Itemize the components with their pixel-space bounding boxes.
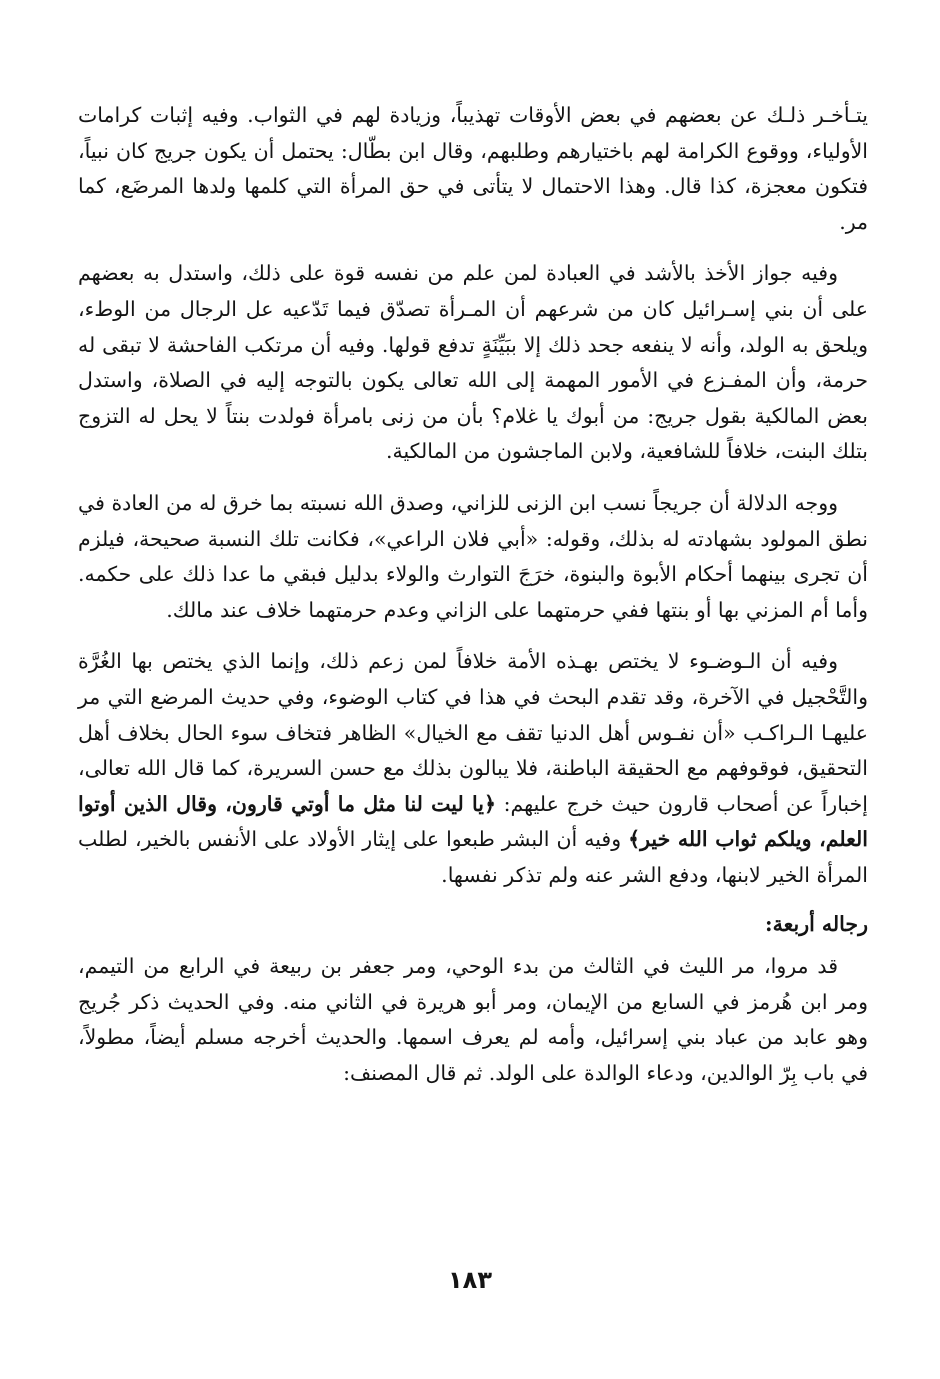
paragraph-3: ووجه الدلالة أن جريجاً نسب ابن الزنى للزاني، وصدق الله نسبته بما خرق له من العادة في نطق المولود بشهادته له بذلك، وقوله: «أبي فلان الراعي»، فكانت تلك النسبة صحيحة، فيلزم أن تجرى بينهما أحكام الأبوة والبنوة، خرَجَ التوارث والولاء بدليل فبقي ما عدا ذلك على حكمه. وأما أم المزني بها أو بنتها ففي حرمتهما على الزاني وعدم حرمتهما خلاف عند مالك. [78,490,868,622]
paragraph-1: يتـأخـر ذلـك عن بعضهم في بعض الأوقات تهذيباً، وزيادة لهم في الثواب. وفيه إثبات كرامات الأولياء، ووقوع الكرامة لهم باختيارهم وطلبهم، وقال ابن بطّال: يحتمل أن يكون جريج كان نبياً، فتكون معجزة، كذا قال. وهذا الاحتمال لا يتأتى في حق المرأة التي كلمها ولدها المرضَع، كما مر. [78,103,868,234]
paragraph-4-text-before: وفيه أن الـوضـوء لا يختص بهـذه الأمة خلافاً لمن زعم ذلك، وإنما الذي يختص بها الغُرَّة والتَّحْجيل في الآخرة، وقد تقدم البحث في هذا في كتاب الوضوء، وفي حديث المرضع التي مر عليهـا الـراكـب «أن نفـوس أهل الدنيا تقف مع الخيال» الظاهر فتخاف سوء الحال بخلاف أهل التحقيق، فوقوفهم مع الحقيقة الباطنة، فلا يبالون بذلك مع حسن السريرة، كما قال الله تعالى، إخباراً عن أصحاب قارون حيث خرج عليهم: [78,649,868,816]
paragraph-5: قد مروا، مر الليث في الثالث من بدء الوحي، ومر جعفر بن ربيعة في الرابع من التيمم، ومر ابن هُرمز في السابع من الإيمان، ومر أبو هريرة في الثاني منه. وفي الحديث ذكر جُريج وهو عابد من عباد بني إسرائيل، وأمه لم يعرف اسمها. والحديث أخرجه مسلم أيضاً، مطولاً، في باب بِرّ الوالدين، ودعاء الوالدة على الولد. ثم قال المصنف: [78,954,868,1085]
page-body [78,98,868,1091]
paragraph-2: وفيه جواز الأخذ بالأشد في العبادة لمن علم من نفسه قوة على ذلك، واستدل به بعضهم على أن بني إسـرائيل كان من شرعهم أن المـرأة تصدّق فيما تَدّعيه عل الرجال من الوطء، ويلحق به الولد، وأنه لا ينفعه جحد ذلك إلا ببَيِّنَةٍ تدفع قولها. وفيه أن مرتكب الفاحشة لا تبقى له حرمة، وأن المفـزع في الأمور المهمة إلى الله تعالى يكون بالتوجه إليه في الصلاة، واستدل بعض المالكية بقول جريج: من أبوك يا غلام؟ بأن من زنى بامرأة فولدت بنتاً لا يحل له التزوج بتلك البنت، خلافاً للشافعية، ولابن الماجشون من المالكية. [78,261,868,464]
quran-quote: ﴿يا ليت لنا مثل ما أوتي قارون، وقال الذين أوتوا العلم، ويلكم ثواب الله خير﴾ [78,791,868,852]
paragraph-4-text-after: وفيه أن البشر طبعوا على إيثار الأولاد على الأنفس بالخير، لطلب المرأة الخير لابنها، ودفع الشر عنه ولم تذكر نفسها. [78,827,868,887]
page-number: ١٨٣ [448,1266,492,1294]
paragraph-4 [78,644,868,893]
section-heading: رجاله أربعة: [765,912,868,937]
